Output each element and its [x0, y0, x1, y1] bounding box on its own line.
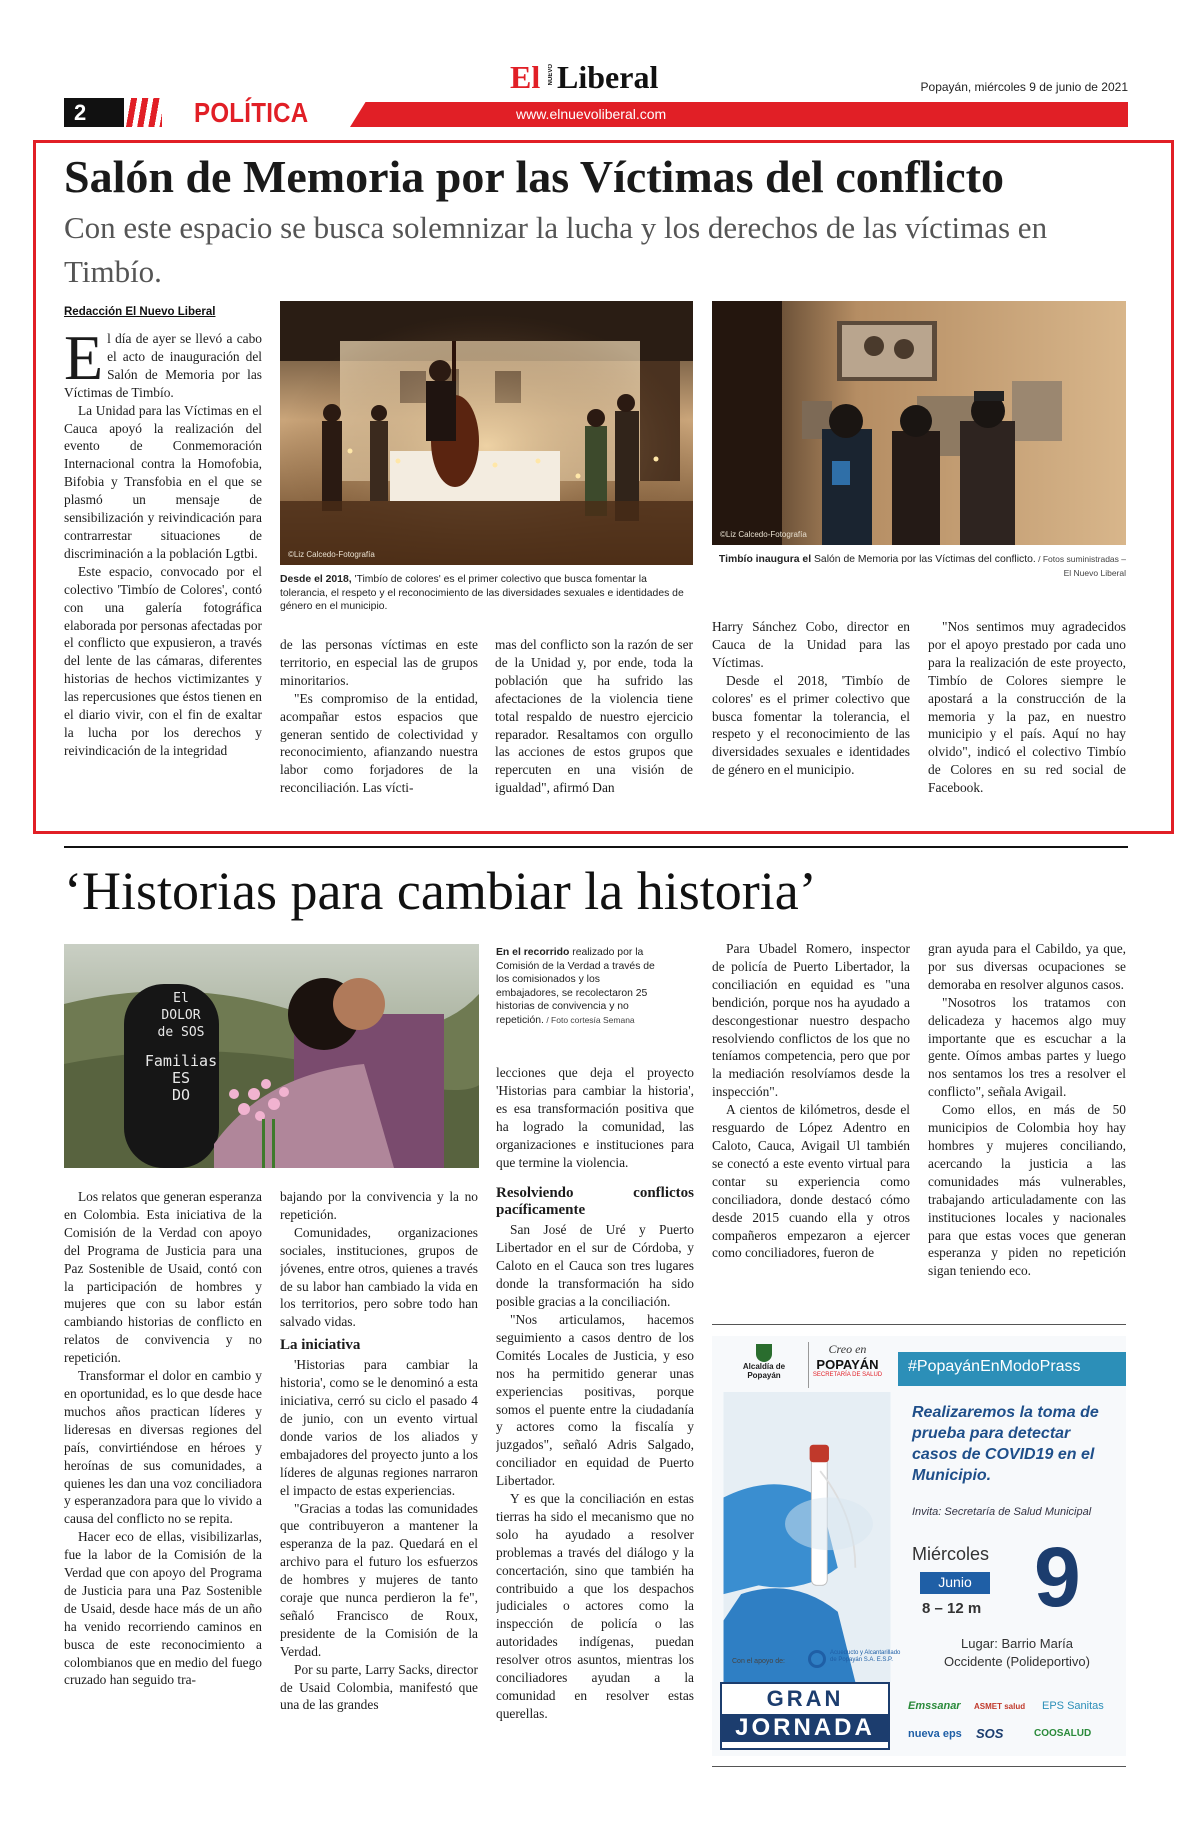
section-red-bar [350, 102, 1128, 127]
memory-hall-concert-image [280, 301, 693, 565]
page-header [64, 60, 1128, 130]
article1-photo2 [712, 301, 1126, 545]
article1-subtitle: Con este espacio se busca solemnizar la lucha y los derechos de las víctimas en Timbío. [64, 210, 1048, 289]
alcaldia-logo [724, 1344, 804, 1384]
website-link[interactable]: www.elnuevoliberal.com [516, 106, 667, 122]
sponsor-asmet: ASMET salud [974, 1702, 1026, 1711]
photo2-credit: ©Liz Calcedo-Fotografía [720, 530, 807, 539]
article2-col3 [496, 1064, 694, 1768]
article2-col5 [928, 940, 1126, 1300]
article1-col5-p0: "Nos sentimos muy agradecidos por el apoyo prestado por cada uno para la realización de este proyecto, Timbío de Colores siempre le apostará a la construcción de la memoria y la paz, en nuestro municipio y el país. Aquí no hay olvido", indicó el colectivo Timbío de Colores en su red social de Facebook. [928, 619, 1126, 796]
article1-col2-p1: "Es compromiso de la entidad, acompañar estos espacios que generan sentido de colectividad y reconocimiento, afianzando nuestra labor como forjadores de la reconciliación. Las vícti- [280, 690, 478, 796]
ad-place-label: Lugar: Barrio María [961, 1636, 1073, 1651]
ad-day-number: 9 [1034, 1530, 1081, 1624]
article1-col4-p0: Harry Sánchez Cobo, director en Cauca de la Unidad para las Víctimas. [712, 619, 910, 670]
secretaria-salud: SECRETARÍA DE SALUD [812, 1372, 883, 1378]
sign-line-3: de SOS [157, 1025, 205, 1040]
article1-photo2-caption [712, 553, 1126, 580]
dropcap: E [64, 330, 104, 393]
protest-sign-text [136, 990, 226, 1104]
article1-col1 [64, 330, 262, 802]
article1-title: Salón de Memoria por las Víctimas del conflicto [64, 151, 1004, 202]
article2-col1-p2: Hacer eco de ellas, visibilizarlas, fue la labor de la Comisión de la Verdad que con apoyo del Programa de Justicia para una Paz Sostenible de Usaid, desde hace más de un año ha venido recorriendo caminos en busca de este reconocimiento a colombianos que en medio del fuego cruzado han seguido tra- [64, 1529, 262, 1688]
masthead-logo [510, 60, 690, 96]
article1-col1-lead [64, 330, 262, 402]
sign-line-6: DO [171, 1086, 191, 1104]
article1-col5 [928, 618, 1126, 802]
ad-place-name: Occidente (Polideportivo) [944, 1654, 1090, 1669]
photo2-source: / Fotos suministradas – El Nuevo Liberal [1035, 554, 1126, 578]
article2-col2b-p2: Por su parte, Larry Sacks, director de Usaid Colombia, manifestó que una de las grandes [280, 1661, 478, 1713]
article2-col1-p0: Los relatos que generan esperanza en Colombia. Esta iniciativa de la Comisión de la Verdad con apoyo del Programa de Justicia para una Paz Sostenible de Usaid, contó con la participación de hombres y mujeres que con su labor están cambiando historias de conflicto en relatos de convivencia y no repetición. [64, 1189, 262, 1366]
article2-col3b-p0: San José de Uré y Puerto Libertador en el sur de Córdoba, y Caloto en el Cauca son tres lugares donde la transformación ha sido posible gracias a la conciliación. [496, 1222, 694, 1310]
sponsor-emssanar: Emssanar [908, 1700, 961, 1712]
sponsor-sos: SOS [976, 1726, 1004, 1741]
health-campaign-ad[interactable] [712, 1336, 1126, 1756]
article2-col4-p1: A cientos de kilómetros, desde el resguardo de López Adentro en Caloto, Cauca, Avigail Ul también se conectó a este evento virtual para contar su experiencia como conciliadora, donde destacó cómo desde 2015 cuando ella y otros compañeros empezaron a ejercer como conciliadores, fueron de [712, 1102, 910, 1261]
photo1-caption-lead: Desde el 2018, [280, 574, 352, 585]
ad-invita: Invita: Secretaría de Salud Municipal [912, 1506, 1092, 1518]
article2-photo-caption [496, 946, 664, 1028]
article2-col5-p1: "Nosotros los tratamos con delicadeza y hacemos algo muy importante que es escuchar a la gente. Oímos ambas partes y luego nos sentamos los tres a resolver el conflicto", señala Avigail. [928, 994, 1126, 1100]
sponsor-coosalud: COOSALUD [1034, 1728, 1092, 1739]
article1-col1-p1: La Unidad para las Víctimas en el Cauca apoyó la realización del evento de Conmemoración Internacional contra la Homofobia, Bifobia y Transfobia en el que se plasmó un mensaje de sensibilización y reivindicación para contrarrestar situaciones de discriminación a la población Lgtbi. [64, 402, 262, 561]
sign-line-1: El [173, 991, 189, 1006]
ad-headline: Realizaremos la toma de prueba para detectar casos de COVID19 en el Municipio. [912, 1404, 1099, 1484]
article2-col3-p0: lecciones que deja el proyecto 'Historias para cambiar la historia', es esa transformación positiva que ha logrado la comunidad, las organizaciones e instituciones para que termine la violencia. [496, 1065, 694, 1170]
article1-col1-p2: Este espacio, convocado por el colectivo 'Timbío de Colores', contó con una galería fotográfica elaborada por personas afectadas por el conflicto que expusieron, a través del lente de las cámaras, diferentes historias de hechos victimizantes y las repercusiones que éstos tienen en el diario vivir, con el fin de exaltar la lucha por los derechos y reivindicación de la integridad [64, 563, 262, 758]
photo1-credit: ©Liz Calcedo-Fotografía [288, 550, 375, 559]
ad-hours: 8 – 12 m [922, 1600, 982, 1617]
article2-col2b-p0: 'Historias para cambiar la historia', como se le denominó a esta iniciativa, cerró su ciclo el pasado 4 de junio, con un evento virtual donde varios de los aliados y embajadores del proyecto junto a los líderes de algunas regiones narraron el impacto de estas experiencias. [280, 1357, 478, 1498]
article2-caption-text: realizado por la Comisión de la Verdad a través de los comisionados y los embajadores, se recolectaron 25 historias de convivencia y no repetición. [496, 947, 655, 1026]
article2-col1 [64, 1188, 262, 1768]
photo2-caption-lead: Timbío inaugura el [718, 554, 812, 565]
article2-col3b-p1: "Nos articulamos, hacemos seguimiento a casos dentro de los Comités Locales de Justicia, y eso nos ha permitido generar unas experiencias positivas, porque somos el puente entre la ciudadanía y actores como la fiscalía y juzgados", señaló Adris Salgado, conciliador en equidad de Puerto Libertador. [496, 1311, 694, 1489]
article2-col2-p0: bajando por la convivencia y la no repetición. [280, 1189, 478, 1222]
article2-col5-p0: gran ayuda para el Cabildo, ya que, por sus diversas ocupaciones se demoraba en resolver algunos casos. [928, 941, 1126, 992]
sponsor-nueva-eps: nueva eps [908, 1728, 962, 1740]
ad-month: Junio [938, 1574, 972, 1590]
ad-top-rule [712, 1324, 1126, 1325]
test-swab-illustration [712, 1392, 902, 1682]
page-number-box [64, 98, 124, 127]
article2-photo [64, 944, 479, 1168]
alcaldia-line2: Popayán [747, 1371, 781, 1380]
article1-col2-p0: de las personas víctimas en este territorio, en especial las de grupos minoritarios. [280, 637, 478, 688]
city-shield-icon [756, 1344, 772, 1362]
jornada-text: JORNADA [720, 1714, 890, 1742]
section-title: POLÍTICA [194, 97, 309, 128]
article1-col3-p0: mas del conflicto son la razón de ser de la Unidad y, por ende, toda la población que ha sufrido las afectaciones de la violencia tiene total respaldo de nuestro ejercicio reparador. Resaltamos con orgullo las acciones de estos grupos que repercuten en una visión de igualdad", afirmó Dan [495, 637, 693, 796]
article2-caption-lead: En el recorrido [496, 947, 570, 958]
sign-line-4: Familias [144, 1052, 218, 1070]
article2-col4-p0: Para Ubadel Romero, inspector de policía de Puerto Libertador, la conciliación en equidad es "una bendición, porque nos ha ayudado a descongestionar nuestro despacho resolviendo conflictos de los que no teníamos competencia, pero que por la mediación resolvíamos desde la inspección". [712, 941, 910, 1100]
article2-photo-source: / Foto cortesía Semana [543, 1014, 635, 1025]
ad-day-name: Miércoles [912, 1544, 990, 1564]
article1-col2 [280, 636, 478, 802]
article2-col2-p1: Comunidades, organizaciones sociales, instituciones, grupos de jóvenes, entre otros, quienes a través de su labor han cambiado la vida en los territorios, pero sobre todo han salvado vidas. [280, 1224, 478, 1330]
article2-col2-heading: La iniciativa [280, 1337, 361, 1354]
article1-photo1 [280, 301, 693, 565]
section-divider [64, 846, 1128, 848]
article2-title: ‘Historias para cambiar la historia’ [64, 861, 817, 921]
article2-col2b-p1: "Gracias a todas las comunidades que contribuyeron a mantener la esperanza de la paz. Quedará en el archivo para el futuro los esfuerzos de hombres y mujeres de tanto coraje que nunca perdieron la fe", señaló Francisco de Roux, presidente de la Comisión de la Verdad. [280, 1500, 478, 1659]
logo-nuevo: NUEVO [548, 64, 554, 86]
photo2-caption-text: Salón de Memoria por las Víctimas del conflicto. [811, 554, 1036, 565]
article1-col4-p1: Desde el 2018, 'Timbío de colores' es el primer colectivo que busca fomentar la tolerancia, el respeto y el reconocimiento de las diversidades sexuales e identidades de género en el municipio. [712, 672, 910, 778]
article1-byline: Redacción El Nuevo Liberal [64, 306, 216, 318]
sponsor-sanitas: EPS Sanitas [1042, 1700, 1104, 1712]
ad-con-apoyo: Con el apoyo de: [732, 1658, 785, 1665]
article2-col3-heading: Resolviendo conflictos pacíficamente [496, 1185, 694, 1219]
gallery-visitors-image [712, 301, 1126, 545]
acueducto-logo-icon [808, 1650, 826, 1668]
article2-col2 [280, 1188, 478, 1768]
article2-col4 [712, 940, 910, 1300]
article1-col1-p0: l día de ayer se llevó a cabo el acto de inauguración del Salón de Memoria por las Víctimas de Timbío. [64, 331, 262, 400]
article2-col5-p2: Como ellos, en más de 50 municipios de Colombia hoy hay hombres y mujeres conciliando, acercando la justicia a las comunidades más vulnerables, trabajando articuladamente con las instituciones locales y nacionales para que estas voces que generan esperanza y piden no repetición sigan teniendo eco. [928, 1102, 1126, 1279]
hashtag-text: #PopayánEnModoPrass [908, 1358, 1081, 1375]
gran-text: GRAN [766, 1686, 844, 1711]
page-number: 2 [74, 100, 87, 125]
ad-bottom-rule [712, 1766, 1126, 1767]
article2-col3b-p2: Y es que la conciliación en estas tierras ha sido el mecanismo que no solo ha ayudado a resolver problemas a través del diálogo y la concertación, sino que también ha contribuido a que los despachos judiciales o actores como la inspección de policía o las autoridades indígenas, puedan resolver otros asuntos, mientras los conciliadores ayudan a la comunidad en resolver estas querellas. [496, 1491, 694, 1721]
creo-en-popayan-logo [808, 1342, 886, 1388]
alcaldia-line1: Alcaldía de [742, 1362, 786, 1371]
popayan-word: POPAYÁN [816, 1357, 879, 1372]
article1-photo1-caption [280, 573, 693, 614]
dateline: Popayán, miércoles 9 de junio de 2021 [920, 80, 1128, 94]
logo-liberal: Liberal [557, 59, 659, 95]
article1-col3 [495, 636, 693, 802]
article2-col1-p1: Transformar el dolor en cambio y en oportunidad, es lo que desde hace muchos años practican líderes y lideresas en diversas regiones del país, convirtiéndose en héroes y heroínas de sus comunidades, a quienes les dan una voz conciliadora y esperanzadora para que lo vivido a causa del conflicto no se repita. [64, 1368, 262, 1527]
article1-col4 [712, 618, 910, 802]
photo1-caption-text: 'Timbío de colores' es el primer colectivo que busca fomentar la tolerancia, el respeto y el reconocimiento de las diversidades sexuales e identidades de género en el municipio. [280, 574, 684, 613]
acueducto-name: Acueducto y Alcantarillado de Popayán S.A. E.S.P. [830, 1650, 901, 1663]
section-stripes [126, 98, 162, 127]
logo-el: El [510, 59, 541, 95]
sign-line-2: DOLOR [161, 1008, 201, 1023]
sign-line-5: ES [171, 1069, 191, 1087]
embracing-women-image [64, 944, 479, 1168]
creo-en: Creo en [828, 1342, 867, 1356]
section-bar [64, 98, 1128, 127]
